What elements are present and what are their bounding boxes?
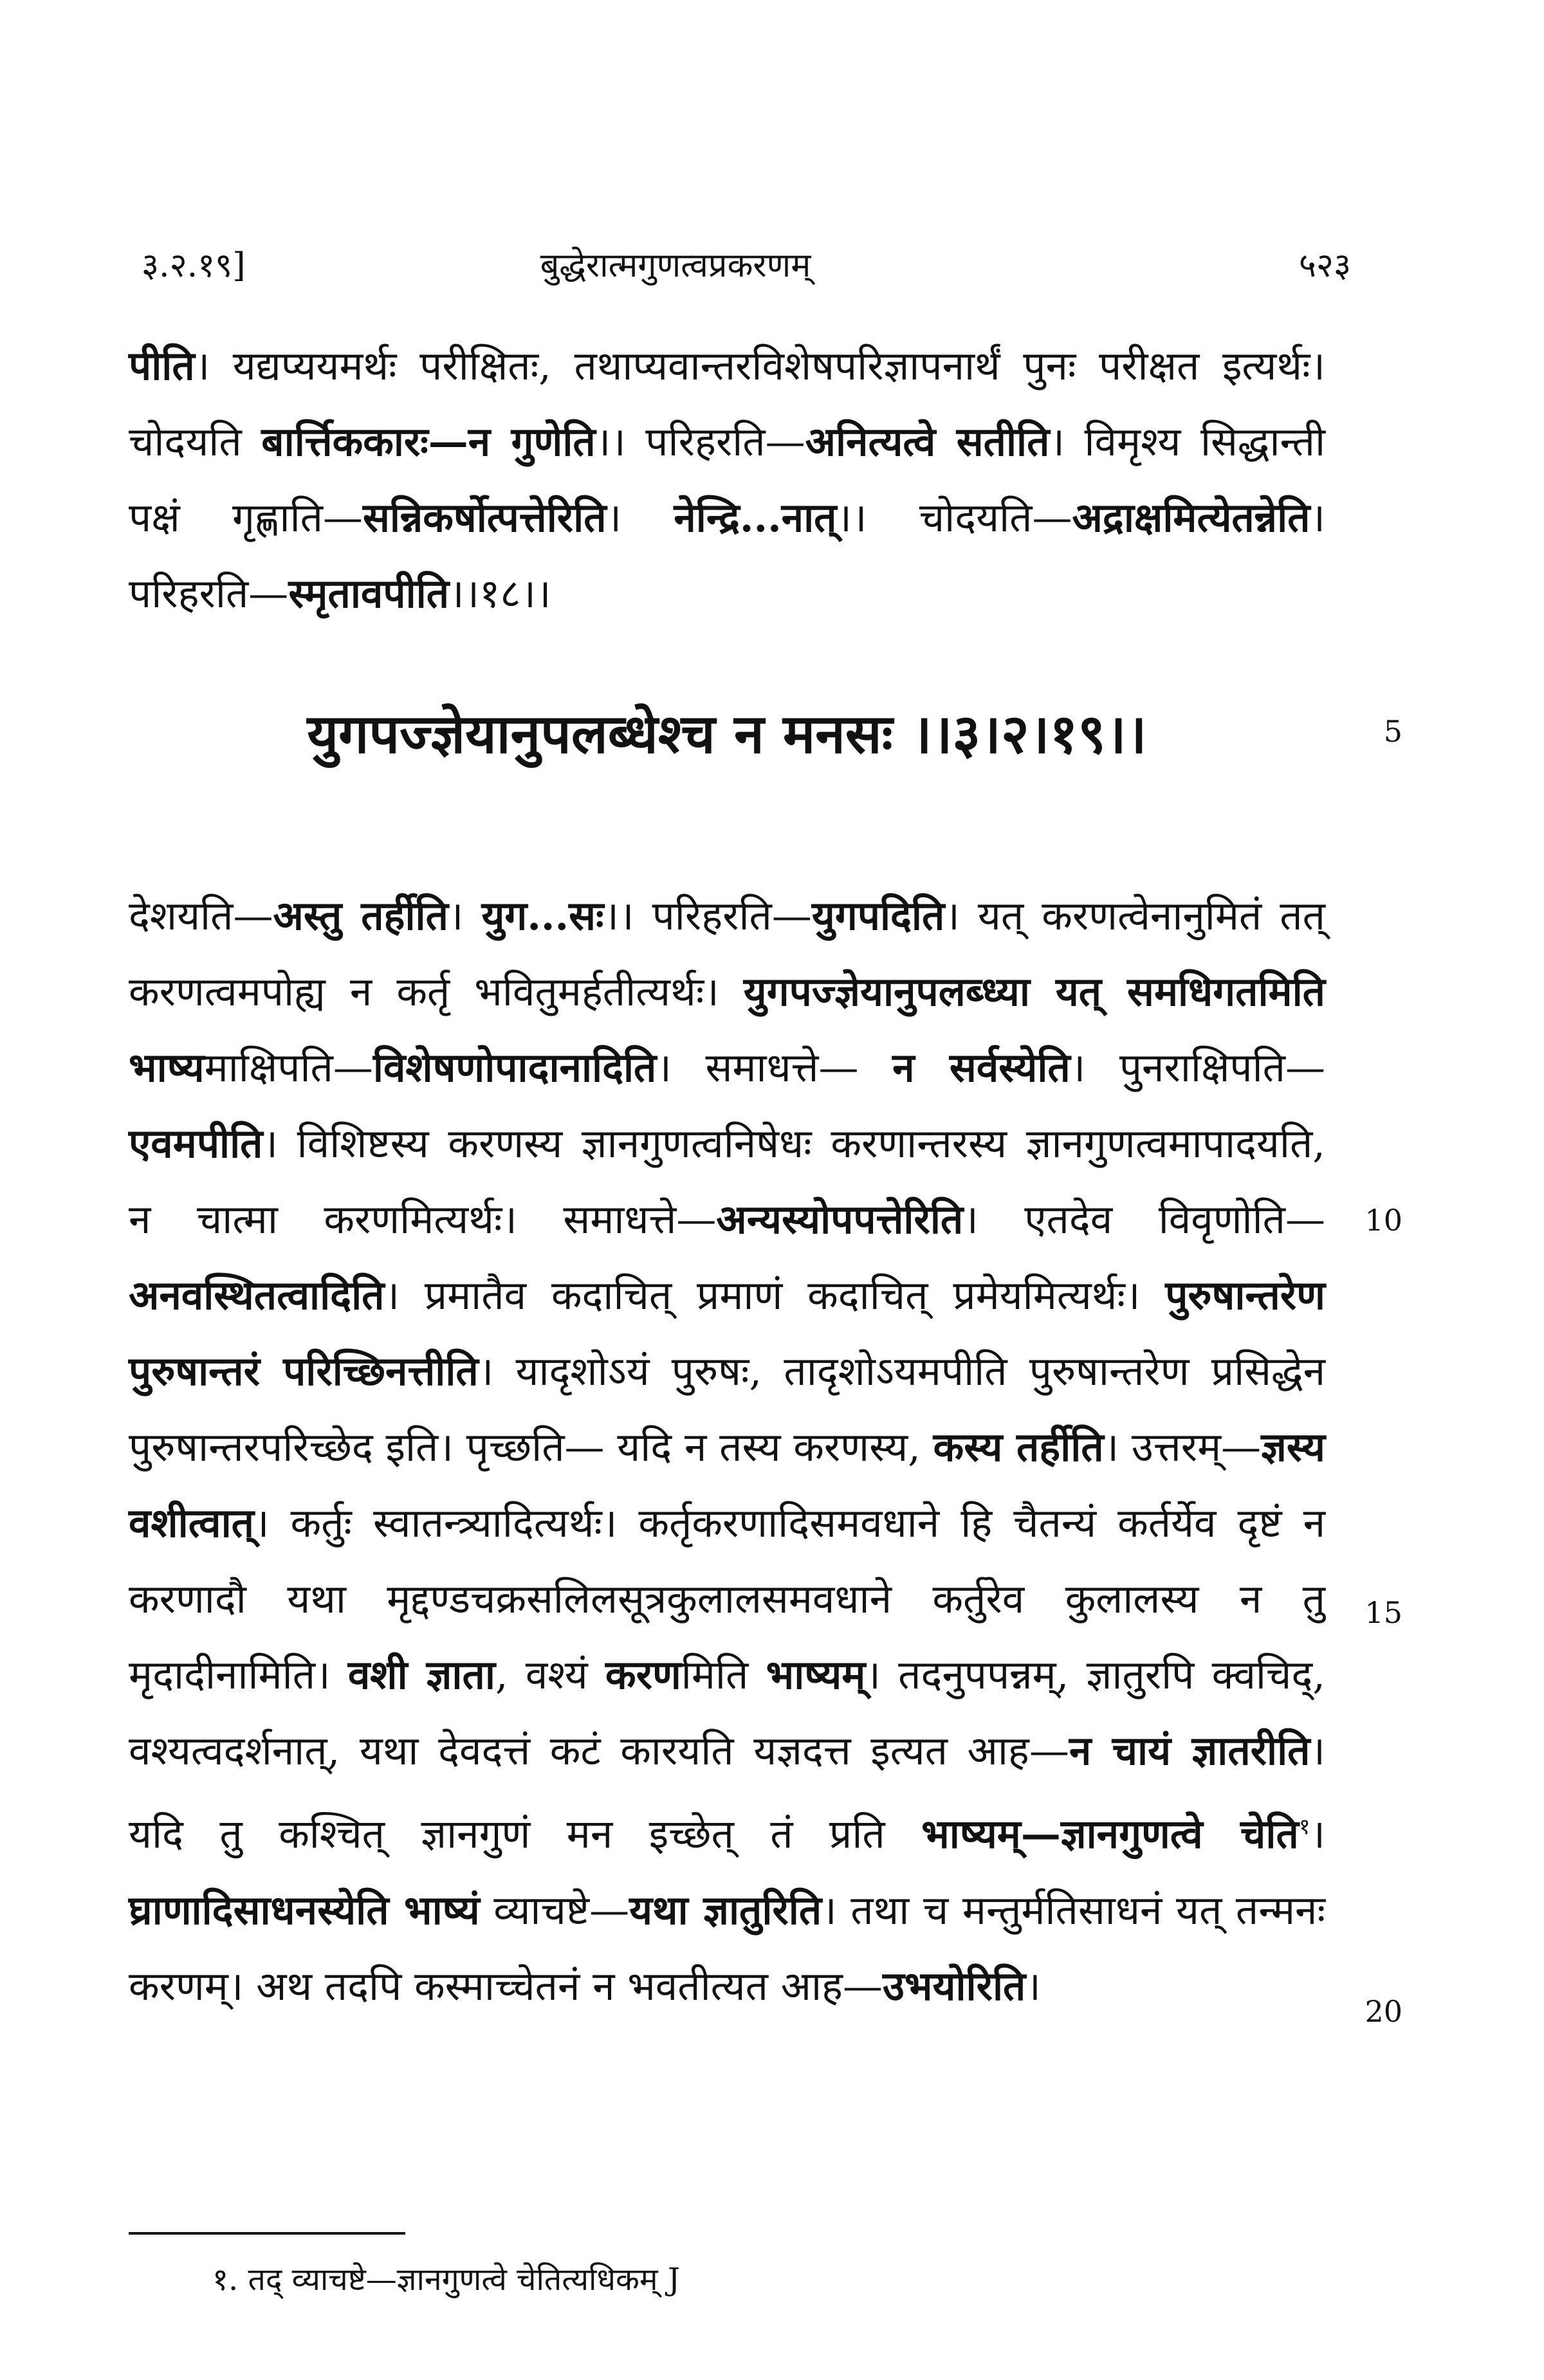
text-run: ।। चोदयति— (836, 494, 1072, 541)
text-run: । तथा च मन्तुर्मतिसाधनं यत् तन्मनः करणम्। अथ तदपि कस्माच्चेतनं न भवतीत्यत आह— (129, 1886, 1325, 2009)
text-run: । विशिष्टस्य करणस्य ज्ञानगुणत्वनिषेधः करणान्तरस्य ज्ञानगुणत्वमापादयति, न चात्मा करणमित्यर्थः। समाधत्ते— (129, 1120, 1325, 1243)
text-run: । परिहरति— (129, 494, 1325, 617)
bold-lemma: स्मृतावपीति (288, 570, 450, 617)
footnote-rule (129, 2232, 405, 2235)
running-header: बुद्धेरात्मगुणत्वप्रकरणम् (540, 246, 811, 285)
section-number: ३.२.१९] (142, 246, 246, 285)
bold-lemma: अद्राक्षमित्येतन्नेति (1072, 494, 1310, 541)
commentary-paragraph-1 (129, 328, 1325, 632)
text-run: । यदि तु कश्चित् ज्ञानगुणं मन इच्छेत् तं प्रति (129, 1727, 1325, 1858)
page-number: ५२३ (1298, 246, 1351, 285)
bold-lemma: उभयोरिति (882, 1962, 1026, 2009)
bold-lemma: भाष्यम्—ज्ञानगुणत्वे चेति (921, 1810, 1299, 1858)
text-run: ।।१८।। (449, 570, 551, 617)
text-run: व्याचष्टे— (479, 1886, 630, 1934)
bold-lemma: अस्तु तर्हीति (273, 892, 448, 939)
bold-lemma: अनित्यत्वे सतीति (805, 418, 1050, 465)
text-run: । उत्तरम्— (1103, 1423, 1262, 1470)
text-run: । प्रमातैव कदाचित् प्रमाणं कदाचित् प्रमेयमित्यर्थः। (384, 1272, 1166, 1319)
text-run: । एतदेव विवृणोति— (963, 1196, 1326, 1243)
bold-lemma: युगपज्ज्ञेयानुपलब्ध्या यत् समधिगतमिति भाष्य (129, 968, 1325, 1091)
text-run: । कर्तुः स्वातन्त्र्यादित्यर्थः। कर्तृकरणादिसमवधाने हि चैतन्यं कर्तर्येव दृष्टं न करणादौ यथा मृद्दण्डचक्रसलिलसूत्रकुलालसमवधाने कर्तुरेव कुलालस्य न तु मृदादीनामिति। (129, 1499, 1325, 1698)
text-run: ।। परिहरति— (595, 418, 805, 465)
bold-lemma: न चायं ज्ञातरीति (1069, 1727, 1310, 1774)
text-run: मिति (681, 1651, 766, 1698)
text-run: माक्षिपति— (204, 1044, 373, 1091)
bold-lemma: ज्ञस्य वशीत्वात् (129, 1423, 1325, 1546)
text-run: , वश्यं (495, 1651, 605, 1698)
text-run: । यद्यप्ययमर्थः परीक्षितः, तथाप्यवान्तरविशेषपरिज्ञापनार्थं पुनः परीक्षत इत्यर्थः। चोदयति (129, 342, 1325, 465)
bold-lemma: घ्राणादिसाधनस्येति भाष्यं (129, 1886, 480, 1934)
text-run: । (1025, 1962, 1041, 2009)
text-run: । समाधत्ते— (656, 1044, 893, 1091)
text-run: । यत् करणत्वेनानुमितं तत् करणत्वमपोह्य न कर्तृ भवितुमर्हतीत्यर्थः। (129, 892, 1325, 1015)
text-run: । यादृशोऽयं पुरुषः, तादृशोऽयमपीति पुरुषान्तरेण प्रसिद्धेन पुरुषान्तरपरिच्छेद इति। पृच्छति— यदि न तस्य करणस्य, (129, 1348, 1325, 1470)
bold-lemma: करण (605, 1651, 681, 1698)
footnote-marker: १ (1298, 1814, 1310, 1840)
bold-lemma: भाष्यम् (766, 1651, 866, 1698)
line-number: 20 (1365, 1994, 1402, 2029)
text-run: । विमृश्य सिद्धान्ती पक्षं गृह्णाति— (129, 418, 1325, 541)
bold-lemma: एवमपीति (129, 1120, 263, 1167)
bold-lemma: न सर्वस्येति (892, 1044, 1071, 1091)
bold-lemma: पीति (129, 342, 195, 389)
text-run: । (1310, 1810, 1325, 1858)
line-number: 10 (1365, 1203, 1402, 1238)
bold-lemma: पुरुषान्तरेण पुरुषान्तरं परिच्छिनत्तीति (129, 1272, 1325, 1395)
bold-lemma: कस्य तर्हीति (933, 1423, 1104, 1470)
bold-lemma: वशी ज्ञाता (347, 1651, 495, 1698)
bold-lemma: अनवस्थितत्वादिति (129, 1272, 385, 1319)
bold-lemma: नेन्द्रि...नात् (674, 494, 837, 541)
text-run: । (606, 494, 674, 541)
bold-lemma: यथा ज्ञातुरिति (629, 1886, 822, 1934)
bold-lemma: अन्यस्योपपत्तेरिति (716, 1196, 964, 1243)
text-run: । पुनराक्षिपति— (1070, 1044, 1326, 1091)
text-run: देशयति— (129, 892, 273, 939)
text-run: ।। परिहरति— (603, 892, 812, 939)
text-run: । तदनुपपन्नम्, ज्ञातुरपि क्वचिद्, वश्यत्वदर्शनात्, यथा देवदत्तं कटं कारयति यज्ञदत्त इत्यत आह— (129, 1651, 1325, 1774)
line-number: 5 (1383, 714, 1402, 749)
footnote: १. तद् व्याचष्टे—ज्ञानगुणत्वे चेतित्यधिकम् J (212, 2262, 681, 2298)
bold-lemma: सन्निकर्षोत्पत्तेरिति (362, 494, 607, 541)
bold-lemma: विशेषणोपादानादिति (372, 1044, 657, 1091)
commentary-paragraph-2 (129, 878, 1325, 2024)
line-number: 15 (1365, 1595, 1402, 1630)
sutra-heading: युगपज्ज्ञेयानुपलब्धेश्च न मनसः ।।३।२।१९।। (307, 702, 1147, 765)
bold-lemma: बार्त्तिककारः—न गुणेति (261, 418, 596, 465)
bold-lemma: युग...सः (481, 892, 604, 939)
bold-lemma: युगपदिति (811, 892, 945, 939)
text-run: । (448, 892, 482, 939)
